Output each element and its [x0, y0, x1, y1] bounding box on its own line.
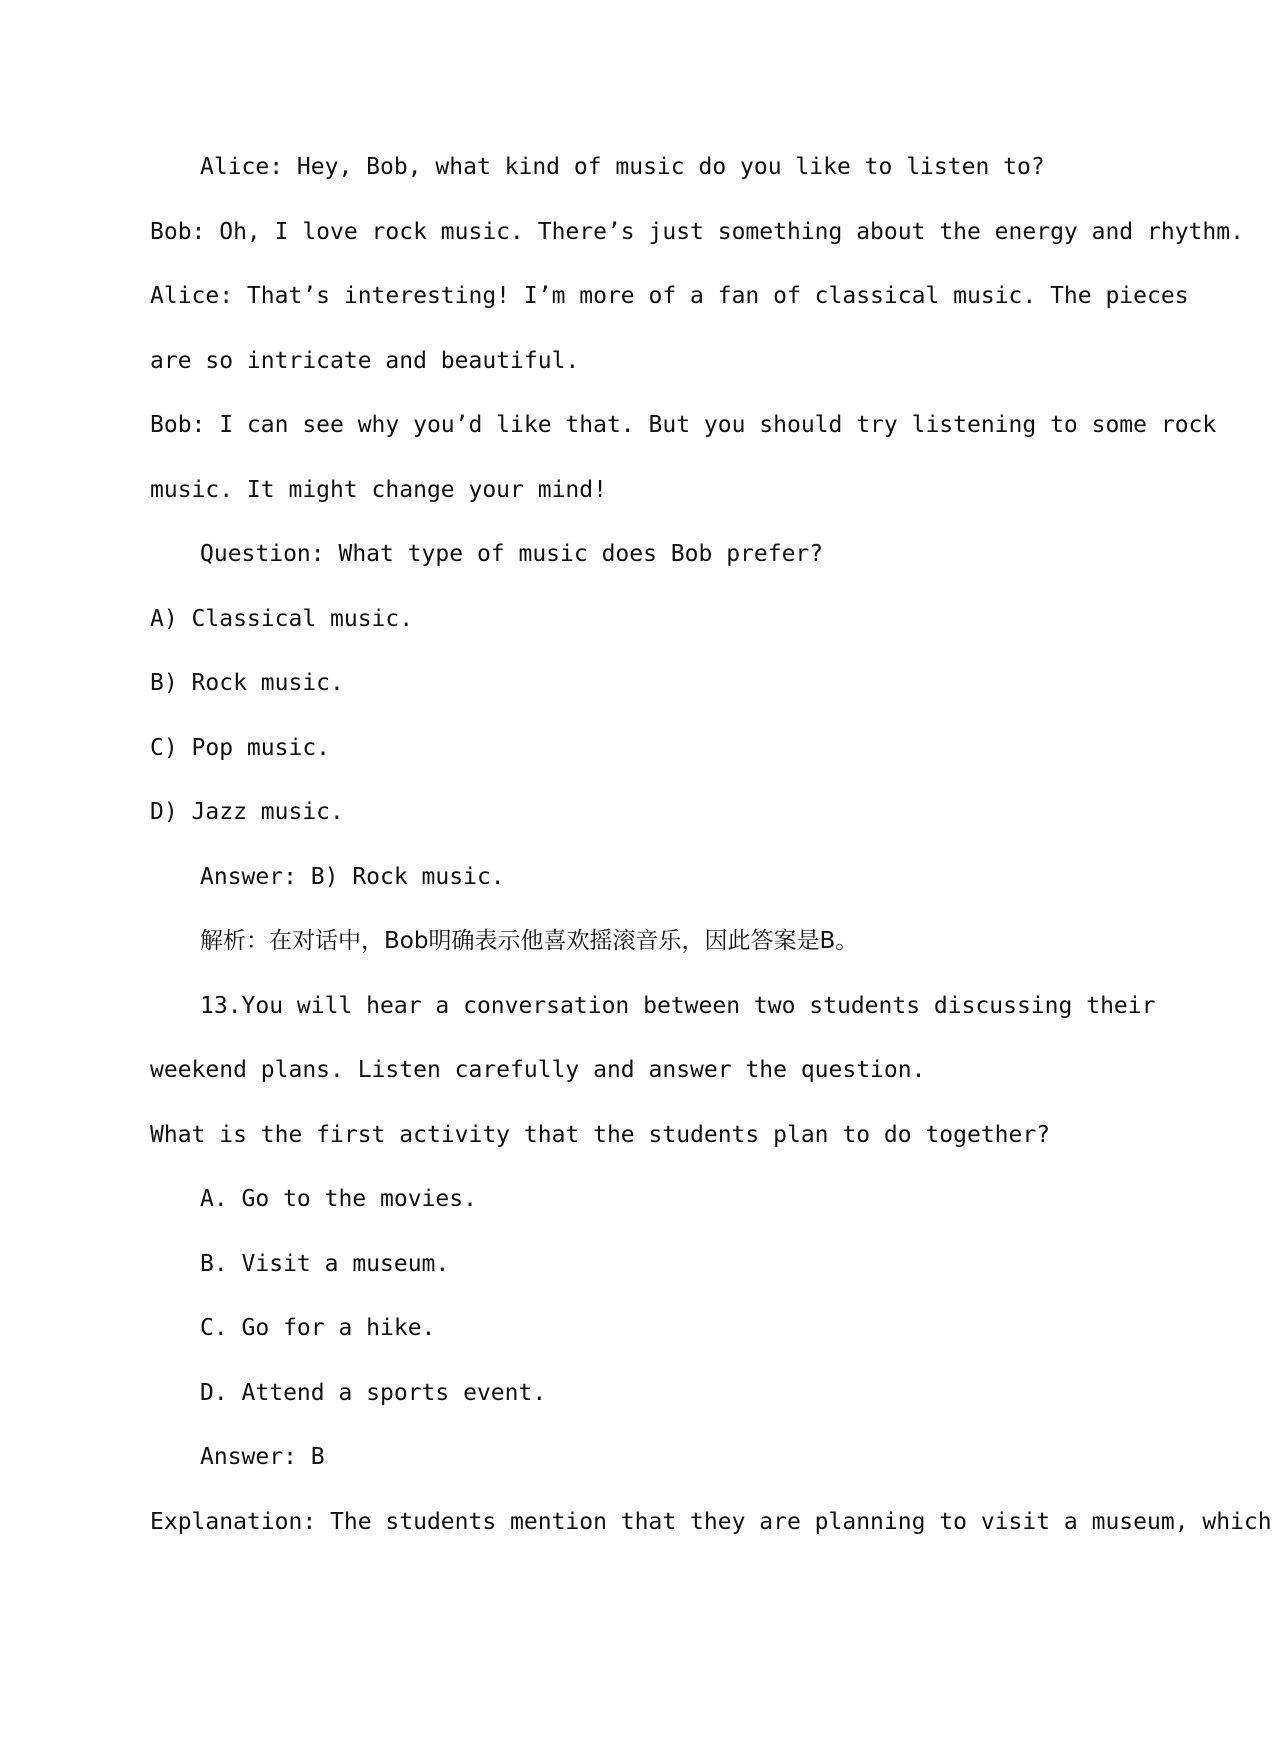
question-13-explanation: Explanation: The students mention that they are planning to visit a museum, which — [150, 1509, 1272, 1535]
question-13-answer: Answer: B — [200, 1444, 325, 1470]
question-13-option-c: C. Go for a hike. — [200, 1315, 436, 1341]
question-13-option-a: A. Go to the movies. — [200, 1186, 477, 1212]
question-13-prompt: 13.You will hear a conversation between two students discussing their — [200, 993, 1156, 1019]
question-12-analysis: 解析：在对话中，Bob明确表示他喜欢摇滚音乐，因此答案是B。 — [200, 928, 859, 954]
question-12-text: Question: What type of music does Bob prefer? — [200, 541, 824, 567]
question-12-option-a: A) Classical music. — [150, 606, 414, 632]
question-12-option-d: D) Jazz music. — [150, 799, 344, 825]
dialogue-line-bob-2-cont: music. It might change your mind! — [150, 477, 607, 503]
dialogue-line-alice-2: Alice: That’s interesting! I’m more of a fan of classical music. The pieces — [150, 283, 1189, 309]
question-12-option-b: B) Rock music. — [150, 670, 344, 696]
dialogue-line-bob-1: Bob: Oh, I love rock music. There’s just something about the energy and rhythm. — [150, 219, 1244, 245]
question-13-option-d: D. Attend a sports event. — [200, 1380, 547, 1406]
question-13-question: What is the first activity that the students plan to do together? — [150, 1122, 1051, 1148]
dialogue-line-bob-2: Bob: I can see why you’d like that. But you should try listening to some rock — [150, 412, 1217, 438]
question-13-option-b: B. Visit a museum. — [200, 1251, 450, 1277]
question-12-option-c: C) Pop music. — [150, 735, 331, 761]
dialogue-line-alice-2-cont: are so intricate and beautiful. — [150, 348, 580, 374]
question-12-answer: Answer: B) Rock music. — [200, 864, 505, 890]
question-13-prompt-cont: weekend plans. Listen carefully and answer the question. — [150, 1057, 926, 1083]
dialogue-line-alice-1: Alice: Hey, Bob, what kind of music do you like to listen to? — [200, 154, 1045, 180]
